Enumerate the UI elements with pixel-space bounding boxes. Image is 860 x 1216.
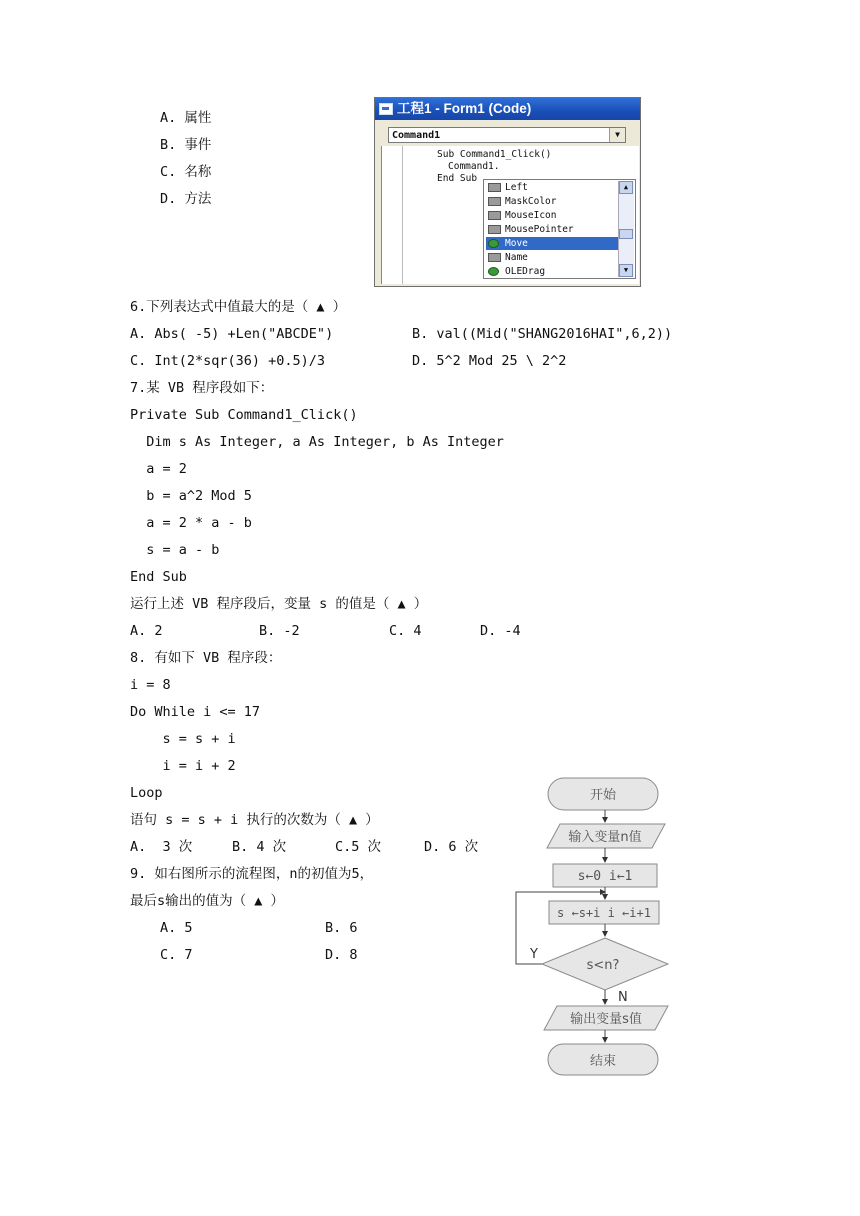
q5-option-c: C. 名称 [160, 164, 212, 180]
flowchart-body-label: s ←s+i i ←i+1 [557, 906, 651, 920]
code-line-1: Sub Command1_Click() [437, 149, 552, 160]
flowchart-output-label: 输出变量s值 [570, 1012, 642, 1027]
member-item[interactable]: MaskColor [486, 195, 618, 208]
q9-option-b: B. 6 [325, 920, 358, 936]
q8-option-d: D. 6 次 [424, 839, 479, 855]
editor-margin [382, 146, 403, 284]
property-icon [488, 253, 501, 262]
q9-stem: 9. 如右图所示的流程图，n的初值为5， [130, 866, 374, 882]
vb-window-titlebar [375, 98, 640, 120]
flowchart-start-label: 开始 [589, 788, 617, 803]
chevron-down-icon[interactable]: ▼ [609, 128, 625, 142]
q7-option-a: A. 2 [130, 623, 163, 639]
member-item-selected[interactable]: Move [486, 237, 618, 250]
member-item[interactable]: MousePointer [486, 223, 618, 236]
property-icon [488, 225, 501, 234]
property-icon [488, 183, 501, 192]
q7-code-line: b = a^2 Mod 5 [130, 488, 252, 504]
scroll-up-icon[interactable]: ▲ [619, 181, 633, 194]
code-line-2: Command1. [448, 161, 500, 172]
scroll-down-icon[interactable]: ▼ [619, 264, 633, 277]
member-item[interactable]: OLEDrag [486, 265, 618, 278]
property-icon [488, 211, 501, 220]
vb-code-window [374, 97, 641, 287]
code-line-3: End Sub [437, 173, 478, 184]
q7-code-line: End Sub [130, 569, 187, 585]
member-item[interactable]: MouseIcon [486, 209, 618, 222]
object-combo[interactable] [388, 127, 626, 143]
flowchart-yes-label: Y [530, 947, 538, 962]
autocomplete-list[interactable] [483, 179, 636, 279]
object-combo-value: Command1 [392, 130, 441, 141]
q8-stem: 8. 有如下 VB 程序段： [130, 650, 282, 666]
q9-option-d: D. 8 [325, 947, 358, 963]
q8-option-a: A. 3 次 [130, 839, 193, 855]
q7-option-d: D. -4 [480, 623, 521, 639]
flowchart-no-label: N [618, 990, 628, 1005]
method-icon [488, 239, 499, 248]
q7-option-c: C. 4 [389, 623, 422, 639]
vb-window-title: 工程1 - Form1 (Code) [397, 101, 532, 116]
code-window-icon [379, 103, 393, 115]
q7-code-line: Private Sub Command1_Click() [130, 407, 358, 423]
q7-code-line: s = a - b [130, 542, 220, 558]
q7-stem: 7.某 VB 程序段如下： [130, 380, 274, 396]
flowchart-input-label: 输入变量n值 [568, 830, 642, 845]
q8-option-b: B. 4 次 [232, 839, 287, 855]
q8-code-line: s = s + i [130, 731, 236, 747]
scroll-thumb[interactable] [619, 229, 633, 239]
q6-option-c: C. Int(2*sqr(36) +0.5)/3 [130, 353, 326, 369]
q8-code-line: Do While i <= 17 [130, 704, 261, 720]
q8-code-line: i = i + 2 [130, 758, 236, 774]
q7-code-line: a = 2 * a - b [130, 515, 252, 531]
q6-option-d: D. 5^2 Mod 25 \ 2^2 [412, 353, 567, 369]
flowchart-decision-label: s<n? [586, 958, 620, 973]
flowchart [500, 770, 680, 1080]
q8-code-line: i = 8 [130, 677, 171, 693]
list-scrollbar[interactable] [618, 181, 634, 277]
member-item[interactable]: Left [486, 181, 618, 194]
q8-question: 语句 s = s + i 执行的次数为（ ▲ ） [130, 812, 379, 828]
q9-option-a: A. 5 [160, 920, 193, 936]
flowchart-init-label: s←0 i←1 [577, 869, 633, 884]
q9-option-c: C. 7 [160, 947, 193, 963]
q5-option-a: A. 属性 [160, 110, 212, 126]
method-icon [488, 267, 499, 276]
q8-option-c: C.5 次 [335, 839, 382, 855]
q9-stem-2: 最后s输出的值为（ ▲ ） [130, 893, 285, 909]
q7-option-b: B. -2 [259, 623, 300, 639]
q5-option-d: D. 方法 [160, 191, 212, 207]
q7-question: 运行上述 VB 程序段后，变量 s 的值是（ ▲ ） [130, 596, 428, 612]
q6-stem: 6.下列表达式中值最大的是（ ▲ ） [130, 299, 347, 315]
q6-option-b: B. val((Mid("SHANG2016HAI",6,2)) [412, 326, 673, 342]
member-item[interactable]: Name [486, 251, 618, 264]
q6-option-a: A. Abs( -5) +Len("ABCDE") [130, 326, 334, 342]
q8-code-line: Loop [130, 785, 163, 801]
property-icon [488, 197, 501, 206]
flowchart-end-label: 结束 [589, 1054, 617, 1069]
q7-code-line: Dim s As Integer, a As Integer, b As Integer [130, 434, 504, 450]
q5-option-b: B. 事件 [160, 137, 212, 153]
q7-code-line: a = 2 [130, 461, 187, 477]
